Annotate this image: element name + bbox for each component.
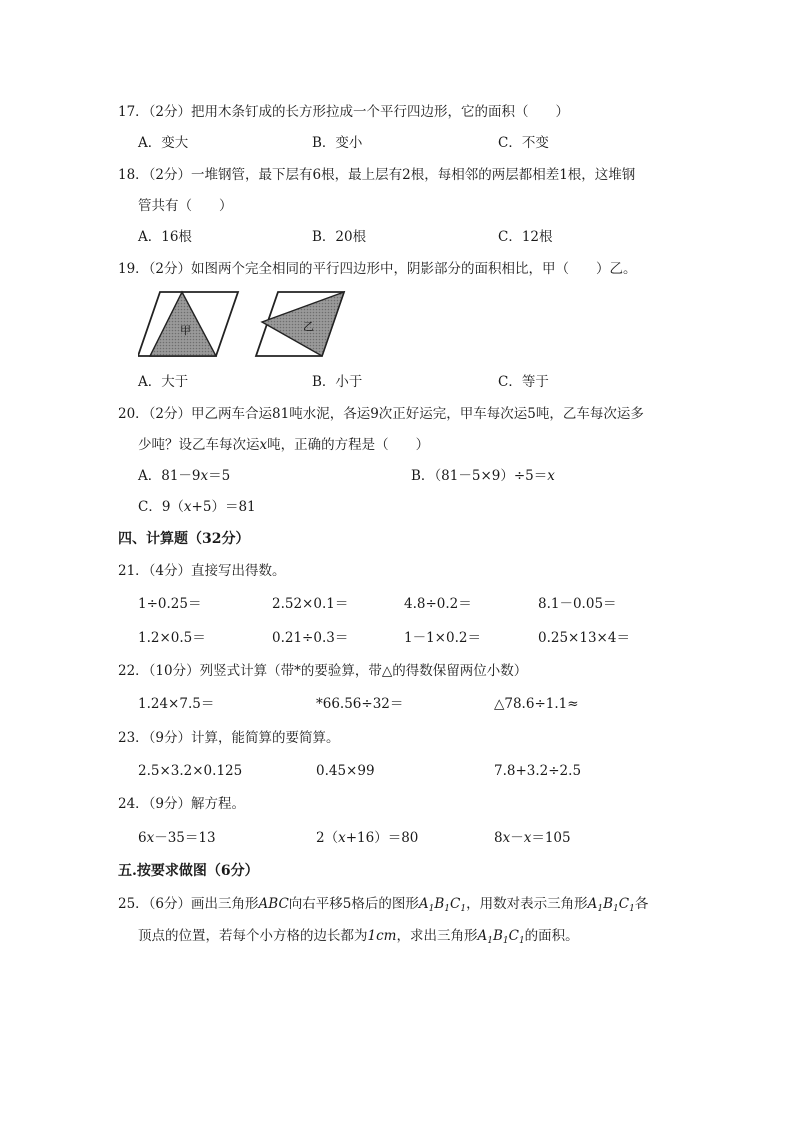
q20-option-b[interactable]	[411, 467, 555, 485]
q20-line2-part-a: 少吨？设乙车每次运	[138, 437, 260, 453]
q20-c-var: x	[183, 499, 192, 515]
q20-a-part2: ＝5	[208, 468, 231, 484]
q18-option-a[interactable]: A．16根	[138, 229, 192, 245]
q20-c-part1: C．9（	[138, 499, 184, 515]
q24-equation-3	[494, 829, 571, 847]
q20-option-c[interactable]	[138, 498, 256, 516]
q19-option-c[interactable]: C．等于	[498, 374, 549, 390]
question-20-line1: 20．（2分）甲乙两车合运81吨水泥，各运9次正好运完，甲车每次运5吨，乙车每次运多	[118, 406, 644, 422]
q25-text: ，求出三角形	[396, 928, 478, 944]
question-24: 24．（9分）解方程。	[118, 796, 246, 812]
q23-item: 2.5×3.2×0.125	[138, 763, 243, 779]
q25-text: 向右平移5格后的图形	[288, 896, 419, 912]
question-18-line2: 管共有（ ）	[138, 198, 233, 214]
question-21: 21．（4分）直接写出得数。	[118, 563, 286, 579]
eq3-part: －	[510, 830, 524, 846]
question-18-line1: 18．（2分）一堆钢管，最下层有6根，最上层有2根，每相邻的两层都相差1根，这堆钢	[118, 167, 636, 183]
q21-item: 0.21÷0.3＝	[272, 630, 349, 646]
q25-triangle-abc: ABC	[258, 896, 289, 912]
q20-a-var: x	[200, 468, 209, 484]
question-25-line2	[138, 927, 579, 945]
q21-item: 8.1－0.05＝	[538, 596, 617, 612]
q25-text: ，用数对表示三角形	[466, 896, 588, 912]
q21-item: 1－1×0.2＝	[404, 630, 481, 646]
eq1-part: －35＝13	[154, 830, 216, 846]
parallelogram-figure	[138, 290, 348, 362]
eq2-part: +16）＝80	[345, 830, 419, 846]
eq3-var: x	[502, 830, 511, 846]
q19-option-a[interactable]: A．大于	[138, 374, 189, 390]
q23-item: 0.45×99	[316, 763, 375, 779]
q20-b-var: x	[547, 468, 555, 484]
q20-c-part2: +5）＝81	[191, 499, 256, 515]
q18-option-b[interactable]: B．20根	[312, 229, 367, 245]
q25-triangle-a1b1c1: $A_1B_1C_1$	[587, 896, 635, 914]
q20-option-a[interactable]	[138, 467, 230, 485]
q20-a-part1: A．81－9	[138, 468, 201, 484]
label-jia: 甲	[180, 324, 191, 337]
q20-b-part1: B．（81－5×9）÷5＝	[411, 468, 548, 484]
section-5-title: 五.按要求做图（6分）	[118, 863, 259, 879]
q22-item: △78.6÷1.1≈	[494, 696, 579, 712]
eq2-var: x	[338, 830, 346, 846]
question-17: 17．（2分）把用木条钉成的长方形拉成一个平行四边形，它的面积（ ）	[118, 104, 570, 120]
q25-text: 的面积。	[524, 928, 579, 944]
q17-option-b[interactable]: B．变小	[312, 135, 363, 151]
question-20-line2	[138, 436, 429, 454]
q25-text: 25．（6分）画出三角形	[118, 896, 259, 912]
eq3-part: ＝105	[531, 830, 571, 846]
q25-triangle-a1b1c1: $A_1B_1C_1$	[418, 896, 467, 914]
q19-option-b[interactable]: B．小于	[312, 374, 363, 390]
q21-item: 1÷0.25＝	[138, 596, 202, 612]
q25-triangle-a1b1c1: $A_1B_1C_1$	[477, 928, 525, 946]
q20-line2-part-b: 吨，正确的方程是（ ）	[267, 437, 430, 453]
q21-item: 1.2×0.5＝	[138, 630, 206, 646]
eq1-part: 6	[138, 830, 147, 846]
q20-variable: x	[259, 437, 268, 453]
eq1-var: x	[146, 830, 155, 846]
eq2-part: 2（	[316, 830, 339, 846]
question-25-line1	[118, 895, 648, 913]
label-yi: 乙	[303, 320, 314, 333]
question-22: 22．（10分）列竖式计算（带*的要验算，带△的得数保留两位小数）	[118, 663, 528, 679]
q24-equation-1	[138, 829, 216, 847]
section-4-title: 四、计算题（32分）	[118, 531, 250, 547]
q21-item: 0.25×13×4＝	[538, 630, 630, 646]
q25-text: 各	[634, 896, 649, 912]
q21-item: 2.52×0.1＝	[272, 596, 349, 612]
q17-option-c[interactable]: C．不变	[498, 135, 549, 151]
q17-option-a[interactable]: A．变大	[138, 135, 189, 151]
question-19: 19．（2分）如图两个完全相同的平行四边形中，阴影部分的面积相比，甲（ ）乙。	[118, 261, 637, 277]
q23-item: 7.8+3.2÷2.5	[494, 763, 582, 779]
q22-item: *66.56÷32＝	[316, 696, 404, 712]
q22-item: 1.24×7.5＝	[138, 696, 215, 712]
q18-option-c[interactable]: C．12根	[498, 229, 553, 245]
q21-item: 4.8÷0.2＝	[404, 596, 472, 612]
eq3-var: x	[523, 830, 532, 846]
eq3-part: 8	[494, 830, 503, 846]
q24-equation-2	[316, 829, 418, 847]
q25-text: 顶点的位置，若每个小方格的边长都为	[138, 928, 368, 944]
q25-unit: 1cm	[367, 928, 397, 944]
question-23: 23．（9分）计算，能简算的要简算。	[118, 730, 340, 746]
